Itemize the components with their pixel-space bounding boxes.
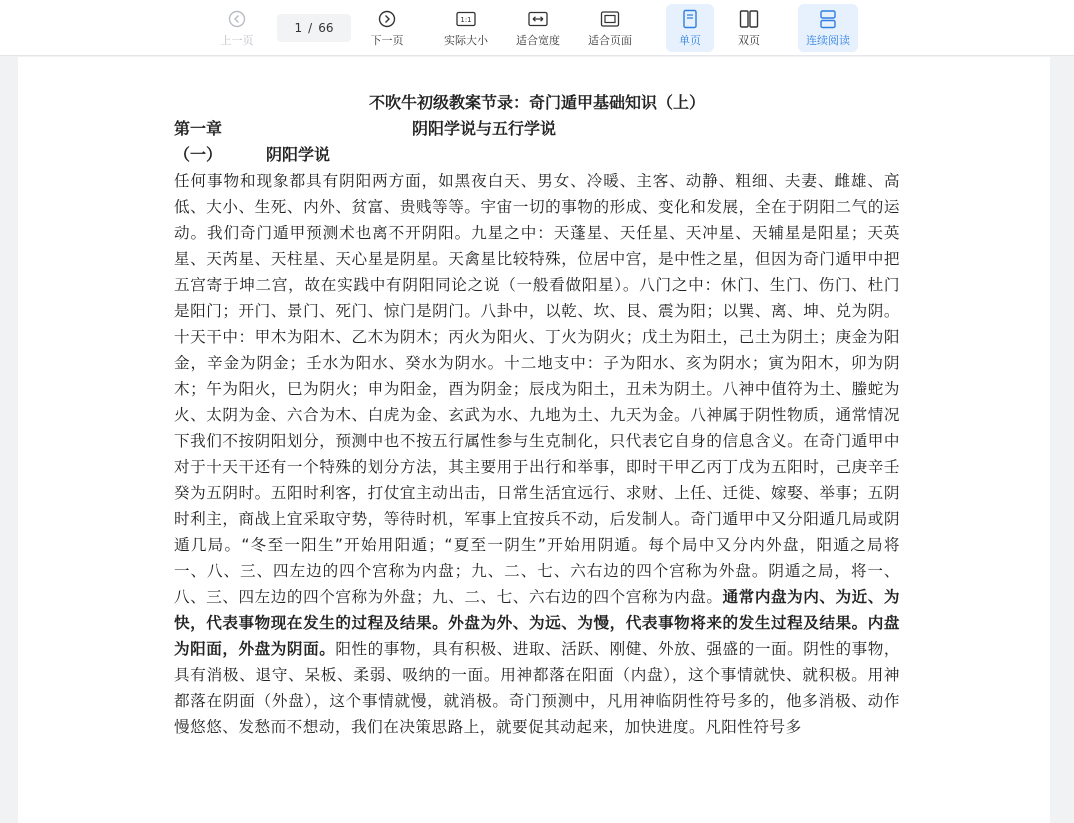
document-title: 不吹牛初级教案节录：奇门遁甲基础知识（上） bbox=[368, 93, 705, 112]
fit-page-button[interactable] bbox=[582, 4, 638, 52]
body-text-plain-1: 任何事物和现象都具有阴阳两方面，如黑夜白天、男女、冷暖、主客、动静、粗细、夫妻、雌雄、高低、大小、生死、内外、贫富、贵贱等等。宇宙一切的事物的形成、变化和发展，全在于阴阳二气的运动。我们奇门遁甲预测术也离不开阴阳。九星之中：天蓬星、天任星、天冲星、天辅星是阳星；天英星、天芮星、天柱星、天心星是阴星。天禽星比较特殊，位居中宫，是中性之星，但因为奇门遁甲中把五宫寄于坤二宫，故在实践中有阴阳同论之说（一般看做阳星）。八门之中：休门、生门、伤门、杜门是阳门；开门、景门、死门、惊门是阴门。八卦中，以乾、坎、艮、震为阳；以巽、离、坤、兑为阴。十天干中：甲木为阳木、乙木为阴木；丙火为阳火、丁火为阴火；戊土为阳土，己土为阴土；庚金为阳金，辛金为阴金；壬水为阳水、癸水为阴水。十二地支中：子为阳水、亥为阴水；寅为阳木，卯为阴木；午为阳火，巳为阴火；申为阳金，酉为阴金；辰戌为阳土，丑未为阴土。八神中值符为土、螣蛇为火、太阴为金、六合为木、白虎为金、玄武为水、九地为土、九天为金。八神属于阴性物质，通常情况下我们不按阴阳划分，预测中也不按五行属性参与生克制化，只代表它自身的信息含义。在奇门遁甲中对于十天干还有一个特殊的划分方法，其主要用于出行和举事，即时干甲乙丙丁戊为五阳时，己庚辛壬癸为五阴时。五阳时利客，打仗宜主动出击，日常生活宜远行、求财、上任、迁徙、嫁娶、举事；五阴时利主，商战上宜采取守势，等待时机，军事上宜按兵不动，后发制人。奇门遁甲中又分阳遁几局或阴遁几局。“冬至一阳生”开始用阳遁；“夏至一阴生”开始用阴遁。每个局中又分内外盘，阳遁之局将一、八、三、四左边的四个宫称为内盘；九、二、七、六右边的四个宫称为外盘。阴遁之局，将一、八、三、四左边的四个宫称为外盘；九、二、七、六右边的四个宫称为内盘。 bbox=[174, 172, 900, 606]
double-page-icon bbox=[739, 9, 759, 29]
fit-width-label: 适合宽度 bbox=[516, 34, 560, 47]
prev-page-button[interactable] bbox=[214, 4, 260, 52]
actual-size-button[interactable] bbox=[438, 4, 494, 52]
fit-page-label: 适合页面 bbox=[588, 34, 632, 47]
next-page-button[interactable] bbox=[364, 4, 410, 52]
page-separator: / bbox=[308, 21, 313, 35]
page-current-input[interactable]: 1 bbox=[294, 21, 303, 35]
fit-page-icon bbox=[600, 9, 620, 29]
body-text-bold: 通常内盘为内、为近、为快，代表事物现在发生的过程及结果。外盘为外、为远、为慢，代表事物将来的发生过程及结果。内盘为阳面，外盘为阴面。 bbox=[174, 588, 900, 658]
page-indicator[interactable] bbox=[277, 14, 351, 42]
double-page-label: 双页 bbox=[738, 34, 760, 47]
chapter-title: 阴阳学说与五行学说 bbox=[412, 119, 557, 138]
fit-width-button[interactable] bbox=[510, 4, 566, 52]
prev-page-label: 上一页 bbox=[220, 34, 254, 47]
chapter-label: 第一章 bbox=[174, 119, 223, 138]
next-page-label: 下一页 bbox=[370, 34, 404, 47]
actual-size-icon bbox=[456, 9, 476, 29]
fit-width-icon bbox=[528, 9, 548, 29]
document-content bbox=[174, 90, 900, 740]
body-paragraph bbox=[174, 168, 900, 740]
actual-size-icon-text: 1:1 bbox=[460, 16, 472, 24]
single-page-label: 单页 bbox=[679, 34, 701, 47]
body-text-plain-2: 阳性的事物，具有积极、进取、活跃、刚健、外放、强盛的一面。阴性的事物，具有消极、退守、呆板、柔弱、吸纳的一面。用神都落在阳面（内盘），这个事情就快、就积极。用神都落在阴面（外盘），这个事情就慢，就消极。奇门预测中，凡用神临阴性符号多的，他多消极、动作慢悠悠、发愁而不想动，我们在决策思路上，就要促其动起来，加快进度。凡阳性符号多 bbox=[174, 640, 900, 736]
viewer-toolbar bbox=[0, 0, 1074, 56]
section-heading bbox=[174, 142, 900, 168]
section-number: （一） bbox=[174, 145, 223, 164]
document-page[interactable] bbox=[18, 57, 1050, 823]
page-total: 66 bbox=[318, 21, 334, 35]
continuous-reading-label: 连续阅读 bbox=[806, 34, 850, 47]
double-page-button[interactable] bbox=[726, 4, 772, 52]
chapter-heading bbox=[174, 116, 900, 142]
single-page-button[interactable] bbox=[666, 4, 714, 52]
section-title: 阴阳学说 bbox=[266, 145, 331, 164]
single-page-icon bbox=[680, 9, 700, 29]
continuous-reading-button[interactable] bbox=[798, 4, 858, 52]
continuous-reading-icon bbox=[818, 9, 838, 29]
actual-size-label: 实际大小 bbox=[444, 34, 488, 47]
chevron-right-circle-icon bbox=[377, 9, 397, 29]
chevron-left-circle-icon bbox=[227, 9, 247, 29]
